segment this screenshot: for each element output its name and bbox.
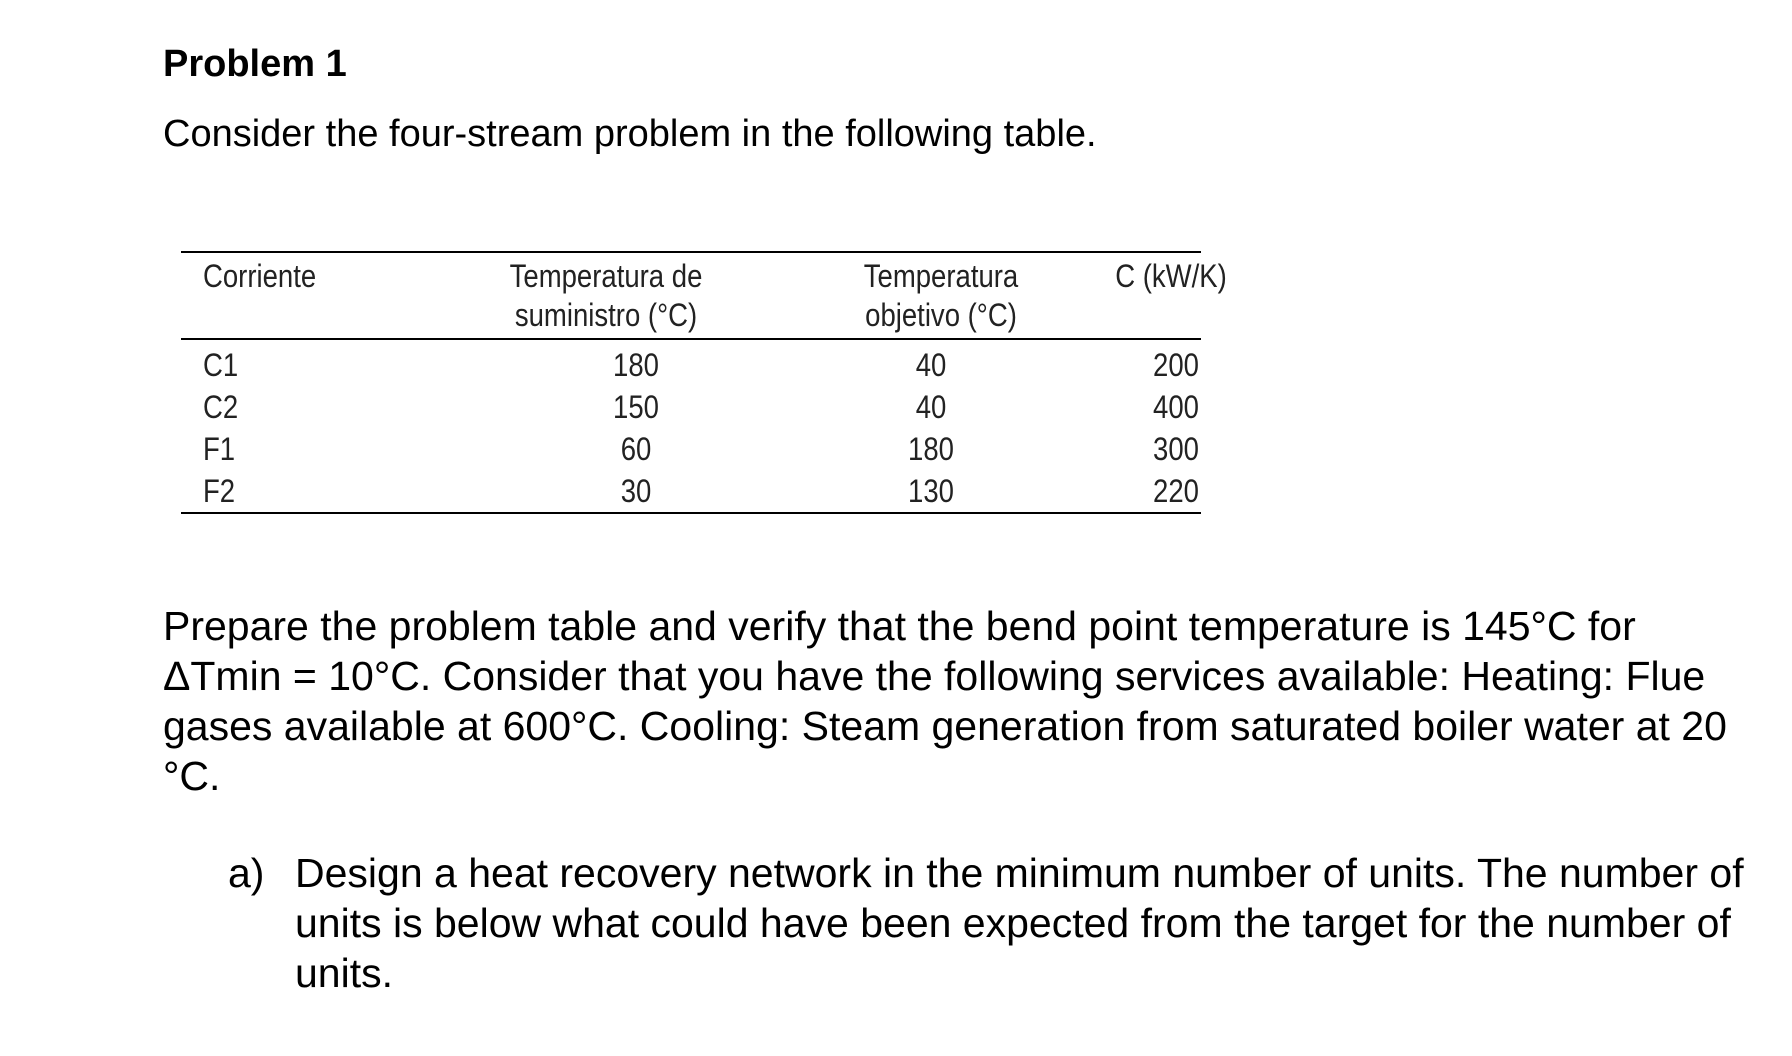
cell-stream: C2 — [203, 389, 239, 425]
cell-heat-capacity: 220 — [1153, 473, 1199, 509]
cell-heat-capacity: 400 — [1153, 389, 1199, 425]
list-marker: a) — [228, 850, 265, 896]
header-target-temp-line1: Temperatura — [863, 258, 1019, 294]
cell-stream: F1 — [203, 431, 236, 467]
table-bottom-rule — [181, 512, 1201, 514]
cell-target-temp: 40 — [915, 389, 947, 425]
header-supply-temp-line1: Temperatura de — [509, 258, 703, 294]
cell-stream: C1 — [203, 347, 239, 383]
header-stream: Corriente — [203, 258, 317, 294]
cell-heat-capacity: 200 — [1153, 347, 1199, 383]
list-item-text: Design a heat recovery network in the minimum number of units. The number of units is below what could have been expected from the target for the number of units. — [295, 850, 1744, 996]
problem-title: Problem 1 — [163, 43, 347, 85]
cell-heat-capacity: 300 — [1153, 431, 1199, 467]
header-heat-capacity: C (kW/K) — [1115, 258, 1227, 294]
problem-statement-paragraph: Prepare the problem table and verify that the bend point temperature is 145°C for ΔTmin = 10°C. Consider that you have the following services available: Heating: Flue gases available at 600°C. Cooling: Steam generation from saturated boiler water at 20 °C. — [163, 603, 1727, 799]
cell-target-temp: 130 — [908, 473, 954, 509]
table-header-rule — [181, 338, 1201, 340]
cell-supply-temp: 30 — [620, 473, 652, 509]
cell-supply-temp: 60 — [620, 431, 652, 467]
cell-supply-temp: 150 — [613, 389, 659, 425]
cell-target-temp: 180 — [908, 431, 954, 467]
header-target-temp-line2: objetivo (°C) — [865, 297, 1017, 333]
stream-data-table — [181, 251, 1227, 514]
cell-supply-temp: 180 — [613, 347, 659, 383]
problem-intro: Consider the four-stream problem in the following table. — [163, 113, 1097, 155]
table-top-rule — [181, 251, 1201, 253]
cell-target-temp: 40 — [915, 347, 947, 383]
header-supply-temp-line2: suministro (°C) — [514, 297, 698, 333]
cell-stream: F2 — [203, 473, 236, 509]
